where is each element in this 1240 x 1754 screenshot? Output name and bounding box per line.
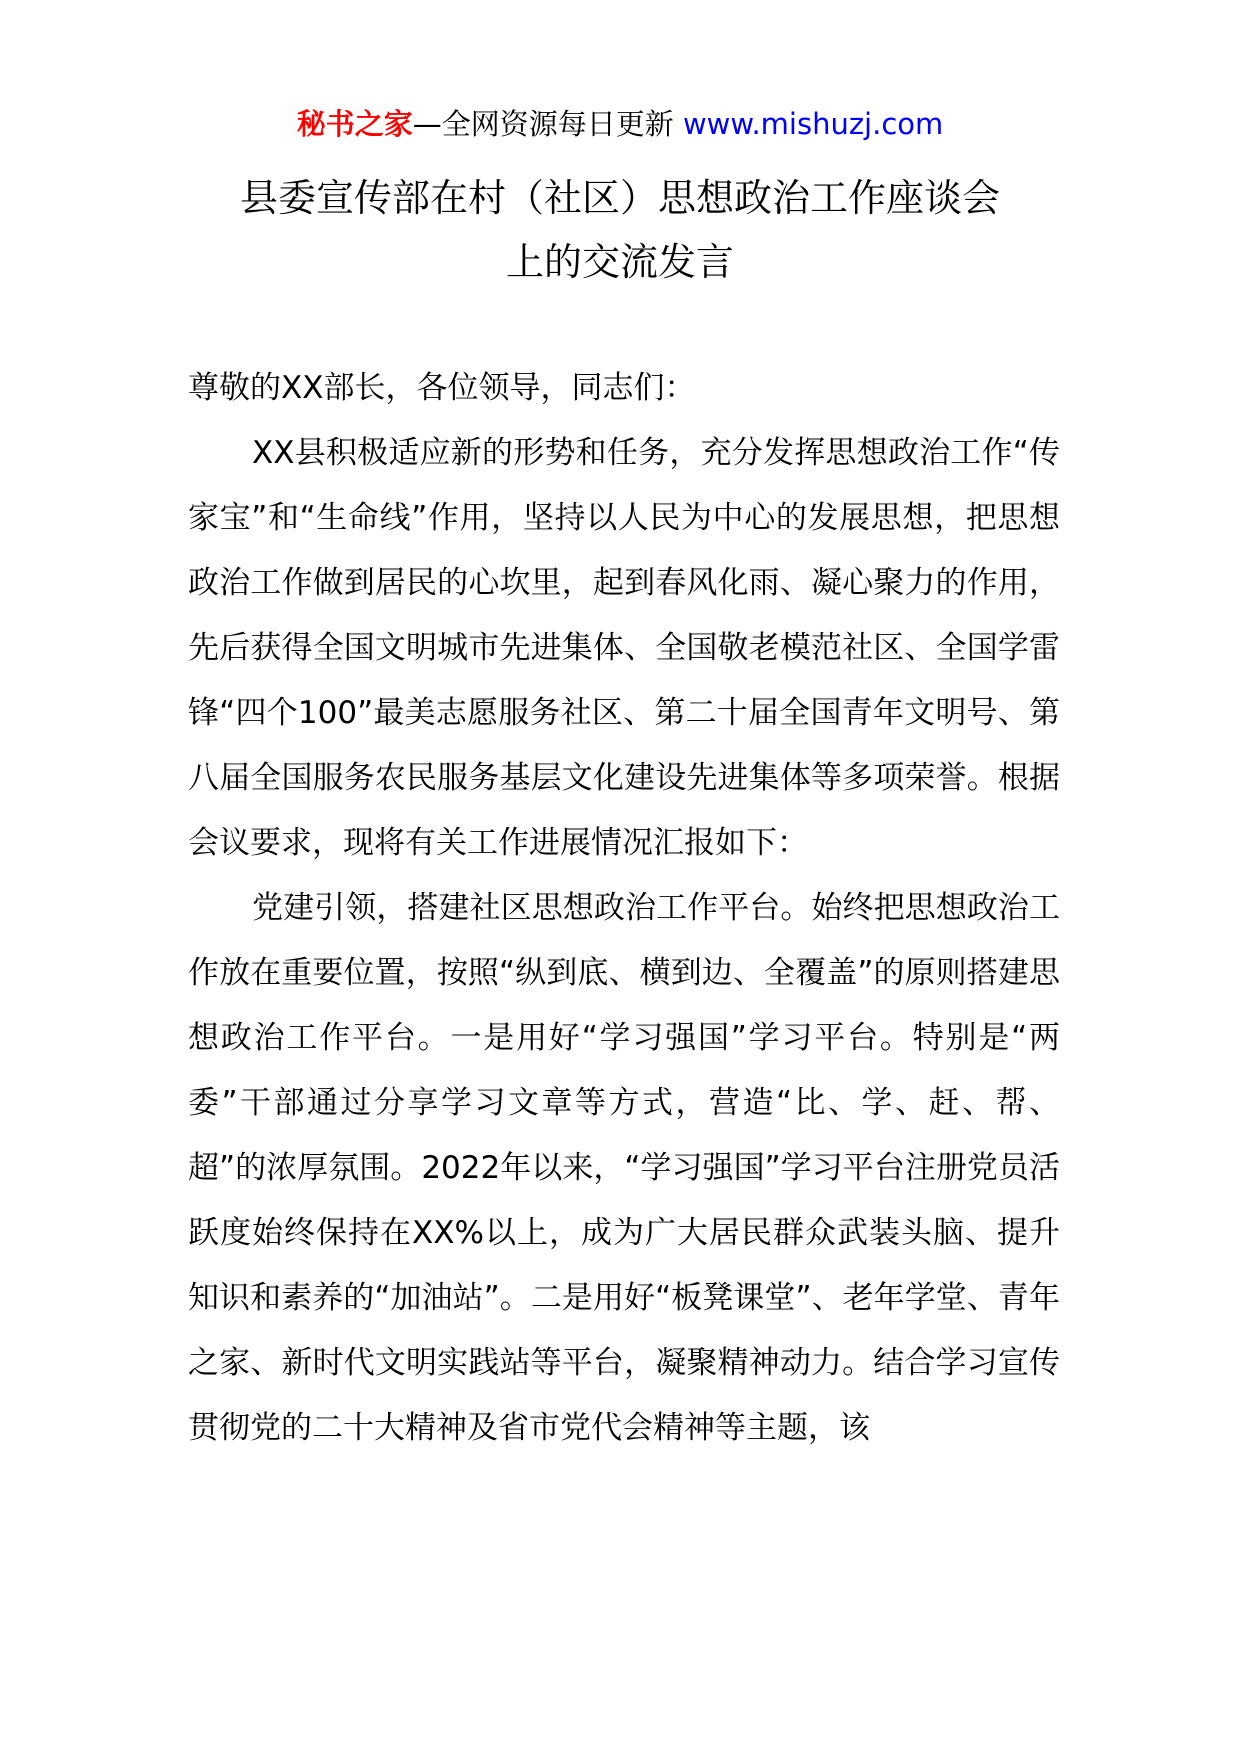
brand-name: 秘书之家: [296, 107, 413, 141]
document-body: [188, 356, 1060, 1461]
title-line-1: 县委宣传部在村（社区）思想政治工作座谈会: [239, 176, 1000, 220]
site-url-link[interactable]: www.mishuzj.com: [682, 107, 944, 141]
salutation: 尊敬的XX部长，各位领导，同志们：: [188, 370, 696, 406]
title-line-2: 上的交流发言: [505, 240, 734, 284]
body-paragraph-2: 党建引领，搭建社区思想政治工作平台。始终把思想政治工作放在重要位置，按照“纵到底、横到边、全覆盖”的原则搭建思想政治工作平台。一是用好“学习强国”学习平台。特别是“两委”干部通过分享学习文章等方式，营造“比、学、赶、帮、超”的浓厚氛围。2022年以来，“学习强国”学习平台注册党员活跃度始终保持在XX%以上，成为广大居民群众武装头脑、提升知识和素养的“加油站”。二是用好“板凳课堂”、老年学堂、青年之家、新时代文明实践站等平台，凝聚精神动力。结合学习宣传贯彻党的二十大精神及省市党代会精神等主题，该: [188, 890, 1060, 1446]
header-tagline: —全网资源每日更新: [412, 107, 683, 141]
watermark-header: [0, 102, 1240, 146]
document-title: [150, 166, 1090, 294]
body-paragraph-1: XX县积极适应新的形势和任务，充分发挥思想政治工作“传家宝”和“生命线”作用，坚持以人民为中心的发展思想，把思想政治工作做到居民的心坎里，起到春风化雨、凝心聚力的作用，先后获得全国文明城市先进集体、全国敬老模范社区、全国学雷锋“四个100”最美志愿服务社区、第二十届全国青年文明号、第八届全国服务农民服务基层文化建设先进集体等多项荣誉。根据会议要求，现将有关工作进展情况汇报如下：: [188, 435, 1060, 861]
